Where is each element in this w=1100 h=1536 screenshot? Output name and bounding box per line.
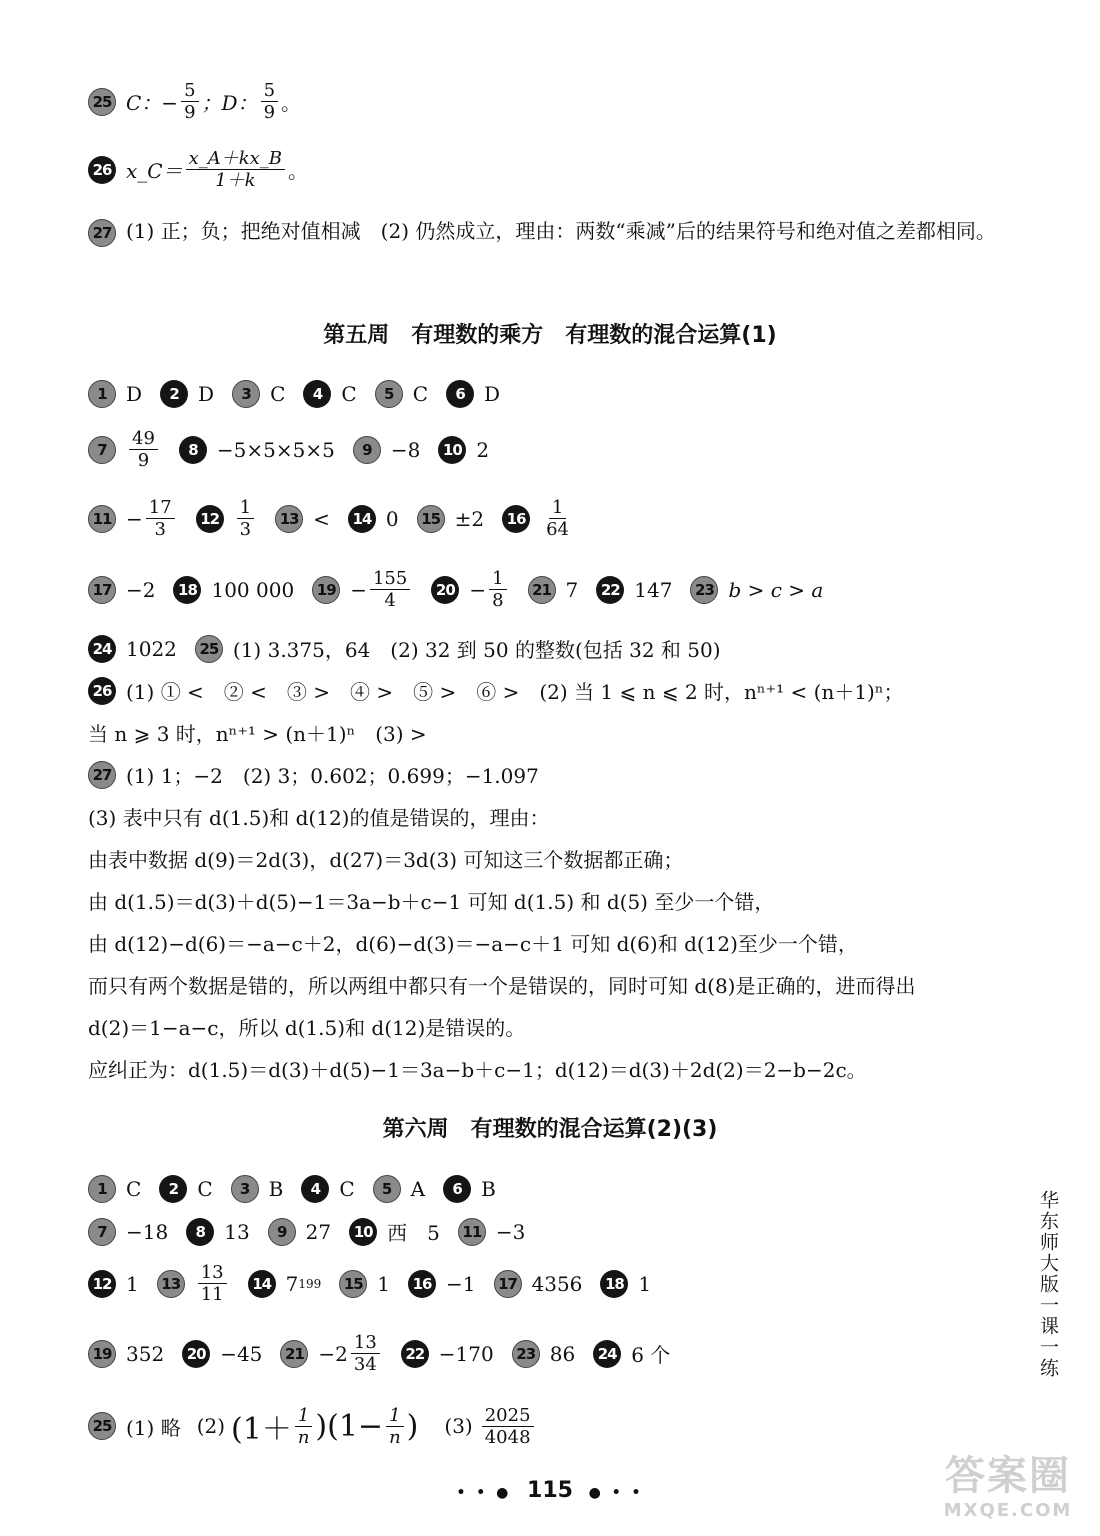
question-number-badge: 18	[600, 1270, 628, 1298]
answer-27-line2: (3) 表中只有 d(1.5)和 d(12)的值是错误的，理由：	[88, 806, 550, 830]
question-number-badge: 25	[88, 88, 116, 116]
question-number-badge: 27	[88, 219, 116, 247]
question-number-badge: 8	[186, 1218, 214, 1246]
question-number-badge: 4	[303, 380, 331, 408]
answer-27-line4: 由 d(1.5)＝d(3)＋d(5)−1＝3a−b＋c−1 可知 d(1.5) 和 d(5) 至少一个错，	[88, 890, 775, 914]
question-number-badge: 3	[232, 380, 260, 408]
question-number-badge: 18	[173, 576, 201, 604]
question-number-badge: 3	[231, 1175, 259, 1203]
question-number-badge: 25	[88, 1412, 116, 1440]
answer-top-25: 25 C：− $\frac{5}{9}$ ；D： $\frac{5}{9}$ 。	[88, 80, 301, 123]
answer-row: 17 −2 18 100 000 19 − $\frac{155}{4}$ 20 − $\frac{1}{8}$ 21 7 22 147 23 b > c > a	[88, 568, 841, 611]
question-number-badge: 27	[88, 761, 116, 789]
answer-row: 11 − $\frac{17}{3}$ 12 $\frac{1}{3}$ 13 < 14 0 15 ±2 16 $\frac{1}{64}$	[88, 497, 593, 540]
answer-27-line6: 而只有两个数据是错的，所以两组中都只有一个是错误的，同时可知 d(8)是正确的，进而得出	[88, 974, 916, 998]
question-number-badge: 26	[88, 156, 116, 184]
answer-27-line5: 由 d(12)−d(6)＝−a−c＋2，d(6)−d(3)＝−a−c＋1 可知 d(6)和 d(12)至少一个错，	[88, 932, 858, 956]
question-number-badge: 23	[512, 1340, 540, 1368]
question-number-badge: 25	[195, 635, 223, 663]
answer-row: 24 1022 25 (1) 3.375，64 (2) 32 到 50 的整数(包括 32 和 50)	[88, 634, 739, 663]
question-number-badge: 9	[268, 1218, 296, 1246]
question-number-badge: 8	[179, 436, 207, 464]
fraction: $\frac{5}{9}$	[181, 80, 198, 123]
answer-row: 19 352 20 −45 21 −2 $\frac{13}{34}$ 22 −170 23 86 24 6 个	[88, 1332, 688, 1375]
question-number-badge: 2	[160, 380, 188, 408]
question-number-badge: 26	[88, 677, 116, 705]
question-number-badge: 22	[401, 1340, 429, 1368]
question-number-badge: 13	[157, 1270, 185, 1298]
answer-top-26: 26 x_C＝ $\frac{x\_A+kx\_B}{1+k}$ 。	[88, 148, 308, 191]
answer-row: 7 $\frac{49}{9}$ 8 −5×5×5×5 9 −8 10 2	[88, 428, 507, 471]
question-number-badge: 11	[88, 505, 116, 533]
question-number-badge: 5	[375, 380, 403, 408]
question-number-badge: 12	[196, 505, 224, 533]
question-number-badge: 12	[88, 1270, 116, 1298]
question-number-badge: 5	[373, 1175, 401, 1203]
question-number-badge: 14	[248, 1270, 276, 1298]
question-number-badge: 20	[431, 576, 459, 604]
question-number-badge: 11	[458, 1218, 486, 1246]
question-number-badge: 17	[494, 1270, 522, 1298]
answer-row: 7 −18 8 13 9 27 10 西 5 11 −3	[88, 1217, 543, 1246]
question-number-badge: 15	[339, 1270, 367, 1298]
question-number-badge: 19	[88, 1340, 116, 1368]
answer-row: 1 C 2 C 3 B 4 C 5 A 6 B	[88, 1175, 514, 1203]
question-number-badge: 9	[353, 436, 381, 464]
answer-27-line1: 27 (1) 1；−2 (2) 3；0.602；0.699；−1.097	[88, 760, 539, 789]
question-number-badge: 7	[88, 1218, 116, 1246]
answer-27-line8: 应纠正为：d(1.5)＝d(3)＋d(5)−1＝3a−b＋c−1；d(12)＝d(3)＋2d(2)＝2−b−2c。	[88, 1058, 867, 1082]
question-number-badge: 2	[159, 1175, 187, 1203]
question-number-badge: 6	[443, 1175, 471, 1203]
question-number-badge: 7	[88, 436, 116, 464]
watermark-logo: 答案圈 MXQE.COM	[943, 1453, 1073, 1521]
question-number-badge: 4	[301, 1175, 329, 1203]
section-title-week5: 第五周 有理数的乘方 有理数的混合运算(1)	[323, 323, 777, 348]
answer-top-27: 27 (1) 正；负；把绝对值相减 (2) 仍然成立，理由：两数“乘减”后的结果符号和绝对值之差都相同。	[88, 210, 998, 252]
answer-row: 12 1 13 $\frac{13}{11}$ 14 7 199 15 1 16 −1 17 4356 18 1	[88, 1262, 669, 1305]
question-number-badge: 10	[349, 1218, 377, 1246]
question-number-badge: 19	[312, 576, 340, 604]
answer-26-line1: 26 (1) ① < ② < ③ > ④ > ⑤ > ⑥ > (2) 当 1 ⩽ n ⩽ 2 时，nⁿ⁺¹ < (n＋1)ⁿ；	[88, 676, 904, 705]
question-number-badge: 20	[182, 1340, 210, 1368]
side-book-title: 华东师大版一课一练	[1037, 1190, 1059, 1379]
answer-row: 25 (1) 略 (2) (1＋ $\frac{1}{n}$ ) (1− $\frac{1}{n}$ ) (3) $\frac{2025}{4048}$	[88, 1404, 537, 1448]
question-number-badge: 21	[528, 576, 556, 604]
question-number-badge: 17	[88, 576, 116, 604]
answer-27-line7: d(2)＝1−a−c，所以 d(1.5)和 d(12)是错误的。	[88, 1016, 526, 1040]
question-number-badge: 13	[275, 505, 303, 533]
page-number: • • ● 115 ● • •	[456, 1478, 644, 1503]
question-number-badge: 1	[88, 380, 116, 408]
fraction: $\frac{x\_A+kx\_B}{1+k}$	[186, 148, 285, 191]
fraction: $\frac{5}{9}$	[261, 80, 278, 123]
question-number-badge: 23	[690, 576, 718, 604]
answer-27-line3: 由表中数据 d(9)＝2d(3)，d(27)＝3d(3) 可知这三个数据都正确；	[88, 848, 684, 872]
question-number-badge: 14	[348, 505, 376, 533]
question-number-badge: 10	[438, 436, 466, 464]
question-number-badge: 22	[596, 576, 624, 604]
section-title-week6: 第六周 有理数的混合运算(2)(3)	[382, 1117, 718, 1142]
question-number-badge: 21	[280, 1340, 308, 1368]
question-number-badge: 6	[446, 380, 474, 408]
answer-row: 1 D 2 D 3 C 4 C 5 C 6 D	[88, 380, 518, 408]
question-number-badge: 24	[88, 635, 116, 663]
question-number-badge: 24	[593, 1340, 621, 1368]
question-number-badge: 1	[88, 1175, 116, 1203]
question-number-badge: 16	[502, 505, 530, 533]
question-number-badge: 16	[408, 1270, 436, 1298]
answer-26-line2: 当 n ⩾ 3 时，nⁿ⁺¹ > (n＋1)ⁿ (3) >	[88, 722, 427, 746]
question-number-badge: 15	[417, 505, 445, 533]
